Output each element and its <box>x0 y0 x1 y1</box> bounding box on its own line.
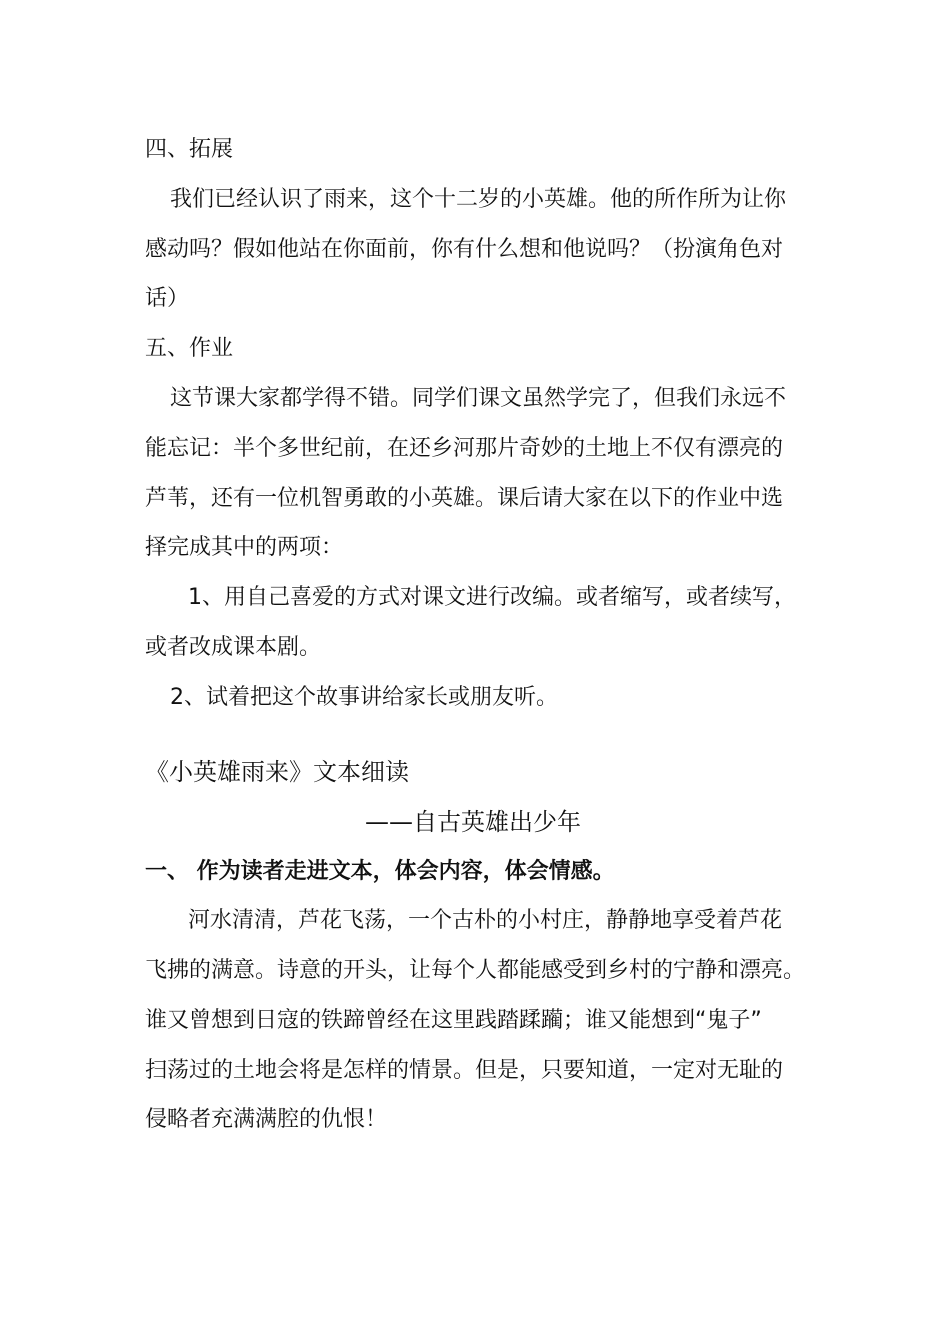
section-4-para-line-2: 感动吗？假如他站在你面前，你有什么想和他说吗？（扮演角色对 <box>145 237 784 262</box>
reading-para-line-3: 谁又曾想到日寇的铁蹄曾经在这里践踏蹂躏；谁又能想到“鬼子” <box>145 1008 762 1033</box>
section-4-heading: 四、拓展 <box>145 137 234 162</box>
homework-item-1-line-2: 或者改成课本剧。 <box>145 635 322 660</box>
reading-para-line-2: 飞拂的满意。诗意的开头，让每个人都能感受到乡村的宁静和漂亮。 <box>145 958 806 983</box>
section-5-para-line-3: 芦苇，还有一位机智勇敢的小英雄。课后请大家在以下的作业中选 <box>145 486 784 511</box>
homework-item-2: 2、试着把这个故事讲给家长或朋友听。 <box>170 685 558 710</box>
section-4-para-line-1: 我们已经认识了雨来，这个十二岁的小英雄。他的所作所为让你 <box>170 187 787 212</box>
homework-item-1-line-1: 1、用自己喜爱的方式对课文进行改编。或者缩写，或者续写， <box>188 585 796 610</box>
section-5-heading: 五、作业 <box>145 336 234 361</box>
reading-para-line-1: 河水清清，芦花飞荡，一个古朴的小村庄，静静地享受着芦花 <box>188 908 783 933</box>
reading-para-line-4: 扫荡过的土地会将是怎样的情景。但是，只要知道，一定对无耻的 <box>145 1058 784 1083</box>
reading-section-1-heading: 一、 作为读者走进文本，体会内容，体会情感。 <box>145 859 615 884</box>
section-4-para-line-3: 话） <box>145 286 190 311</box>
reading-title: 《小英雄雨来》文本细读 <box>145 758 409 786</box>
section-5-para-line-1: 这节课大家都学得不错。同学们课文虽然学完了，但我们永远不 <box>170 386 787 411</box>
reading-para-line-5: 侵略者充满满腔的仇恨！ <box>145 1107 388 1132</box>
section-5-para-line-2: 能忘记：半个多世纪前，在还乡河那片奇妙的土地上不仅有漂亮的 <box>145 436 784 461</box>
section-5-para-line-4: 择完成其中的两项： <box>145 535 344 560</box>
reading-subtitle: ——自古英雄出少年 <box>365 808 581 836</box>
